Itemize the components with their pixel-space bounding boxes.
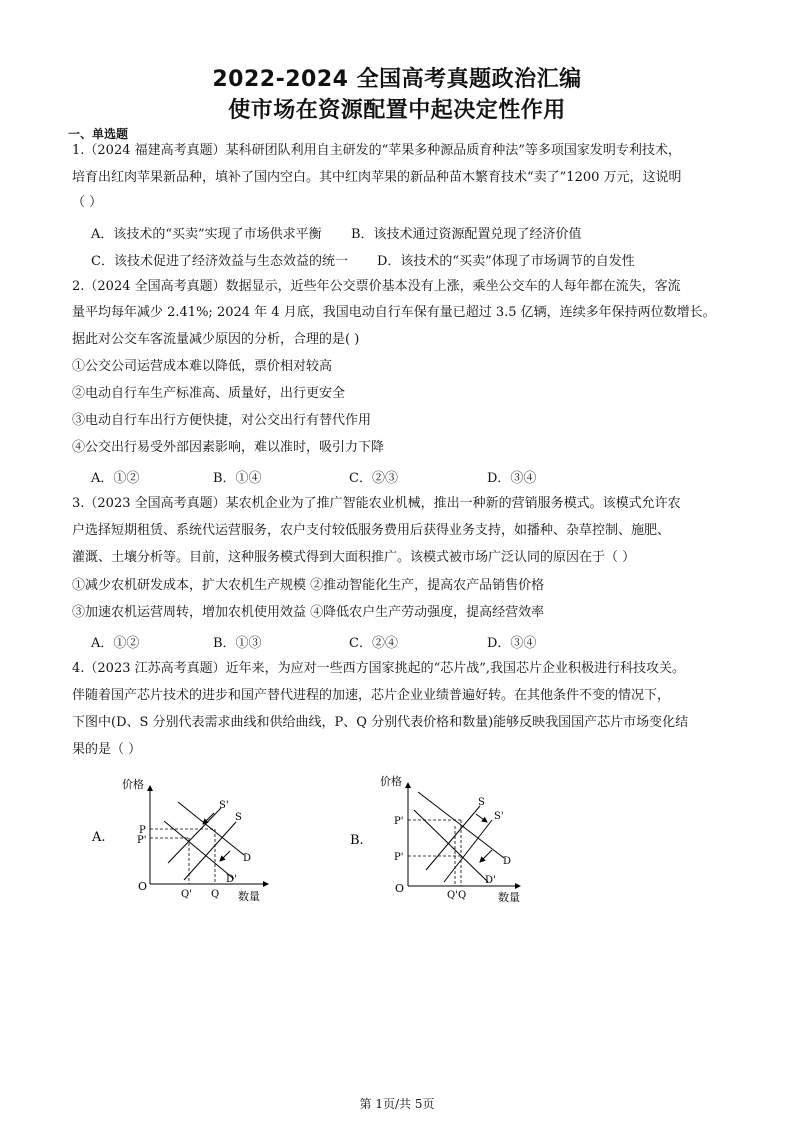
- q2-option-b: B．①④: [213, 471, 262, 486]
- axis-label-lower: P': [394, 852, 404, 863]
- demand-curve-d: [178, 802, 244, 855]
- y-axis-label: 价格: [380, 775, 402, 788]
- page-footer: 第 1页/共 5页: [359, 1097, 435, 1111]
- supply-shift-arrow: [203, 813, 214, 824]
- q3-item-row-2: ③加速农机运营周转，增加农机使用效益 ④降低农户生产劳动强度，提高经营效率: [72, 605, 545, 620]
- axis-label-q-prime: Q': [181, 889, 192, 900]
- q1-text-line-3: （ ）: [72, 195, 103, 210]
- q4-text-line-3: 下图中(D、S 分别代表需求曲线和供给曲线，P、Q 分别代表价格和数量)能够反映我国国产芯片市场变化结: [72, 715, 689, 730]
- supply-demand-diagram-b: [346, 770, 536, 905]
- q3-option-c: C．②④: [349, 636, 398, 651]
- q2-item-2: ②电动自行车生产标准高、质量好，出行更安全: [72, 386, 346, 401]
- q1-option-d: D．该技术的“买卖”体现了市场调节的自发性: [377, 254, 635, 269]
- q2-text-line-1: 2.（2024 全国高考真题）数据显示，近些年公交票价基本没有上涨，乘坐公交车的人每年都在流失，客流: [72, 279, 681, 294]
- curve-label-s: S: [478, 797, 485, 808]
- q2-item-4: ④公交出行易受外部因素影响，难以准时，吸引力下降: [72, 440, 385, 455]
- q4-text-line-2: 伴随着国产芯片技术的进步和国产替代进程的加速，芯片企业业绩普遍好转。在其他条件不变的情况下，: [72, 688, 671, 703]
- page-title: 2022-2024 全国高考真题政治汇编: [212, 67, 582, 92]
- supply-demand-diagram-a: [86, 770, 276, 905]
- axis-label-p-prime: P': [137, 835, 147, 846]
- q3-text-line-1: 3.（2023 全国高考真题）某农机企业为了推广智能农业机械，推出一种新的营销服务模式。该模式允许农: [72, 496, 681, 511]
- x-axis-label: 数量: [238, 890, 260, 903]
- x-axis-label: 数量: [498, 891, 520, 904]
- axis-label-p: P: [139, 825, 146, 836]
- q4-text-line-1: 4.（2023 江苏高考真题）近年来，为应对一些西方国家挑起的“芯片战”,我国芯片企业积极进行科技攻关。: [72, 661, 686, 676]
- q1-option-a: A．该技术的“买卖”实现了市场供求平衡: [91, 227, 322, 242]
- curve-label-s-prime: S': [219, 800, 229, 811]
- q2-option-a: A．①②: [91, 471, 140, 486]
- q3-option-a: A．①②: [91, 636, 140, 651]
- demand-curve-d-prime: [414, 810, 488, 882]
- figure-a: [86, 770, 276, 905]
- axis-label-qq: Q'Q: [447, 890, 467, 901]
- supply-curve-s-prime: [168, 808, 221, 863]
- q1-text-line-1: 1.（2024 福建高考真题）某科研团队利用自主研发的“苹果多种源品质育种法”等多项国家发明专利技术，: [72, 143, 681, 158]
- q3-text-line-2: 户选择短期租赁、系统代运营服务，农户支付较低服务费用后获得业务支持，如播种、杂草控制、施肥、: [72, 523, 671, 538]
- q1-text-line-2: 培育出红肉苹果新品种，填补了国内空白。其中红肉苹果的新品种苗木繁育技术“卖了”1200 万元，这说明: [72, 170, 682, 185]
- q2-option-d: D．③④: [487, 471, 537, 486]
- curve-label-d-prime: D': [485, 875, 496, 886]
- q4-text-line-4: 果的是（ ）: [72, 742, 142, 757]
- q1-option-b: B．该技术通过资源配置兑现了经济价值: [351, 227, 582, 242]
- demand-curve-d-prime: [164, 821, 234, 879]
- curve-label-s-prime: S': [494, 811, 504, 822]
- q2-item-3: ③电动自行车出行方便快捷，对公交出行有替代作用: [72, 413, 372, 428]
- curve-label-d: D: [243, 853, 252, 864]
- page-subtitle: 使市场在资源配置中起决定性作用: [228, 98, 566, 123]
- q2-text-line-2: 量平均每年减少 2.41%; 2024 年 4 月底，我国电动自行车保有量已超过 3.5 亿辆，连续多年保持两位数增长。: [72, 305, 716, 320]
- origin-label: O: [138, 880, 148, 893]
- curve-label-d-prime: D': [226, 874, 237, 885]
- axis-label-upper: P': [394, 816, 404, 827]
- q1-option-c: C．该技术促进了经济效益与生态效益的统一: [91, 254, 348, 269]
- origin-label: O: [395, 882, 405, 895]
- supply-shift-arrow: [476, 814, 487, 822]
- curve-label-s: S: [235, 812, 242, 823]
- axis-label-q: Q: [211, 889, 220, 900]
- q2-item-1: ①公交公司运营成本难以降低，票价相对较高: [72, 359, 333, 374]
- y-axis-label: 价格: [122, 778, 144, 791]
- section-heading: 一、单选题: [68, 127, 129, 141]
- q3-option-b: B．①③: [213, 636, 262, 651]
- q2-option-c: C．②③: [349, 471, 398, 486]
- supply-curve-s: [184, 822, 236, 880]
- supply-curve-s-prime: [444, 820, 492, 882]
- q2-text-line-3: 据此对公交车客流量减少原因的分析，合理的是( ): [72, 332, 360, 347]
- option-b-label: B.: [350, 833, 364, 848]
- demand-shift-arrow: [480, 850, 492, 862]
- demand-shift-arrow: [220, 851, 230, 861]
- curve-label-d: D: [503, 856, 512, 867]
- q3-text-line-3: 灌溉、土壤分析等。目前，这种服务模式得到大面积推广。该模式被市场广泛认同的原因在于（ ）: [72, 550, 636, 565]
- option-a-label: A.: [92, 830, 106, 845]
- q3-item-row-1: ①减少农机研发成本，扩大农机生产规模 ②推动智能化生产，提高农产品销售价格: [72, 578, 545, 593]
- figure-b: [346, 770, 536, 905]
- q3-option-d: D．③④: [487, 636, 537, 651]
- supply-curve-s: [426, 806, 480, 870]
